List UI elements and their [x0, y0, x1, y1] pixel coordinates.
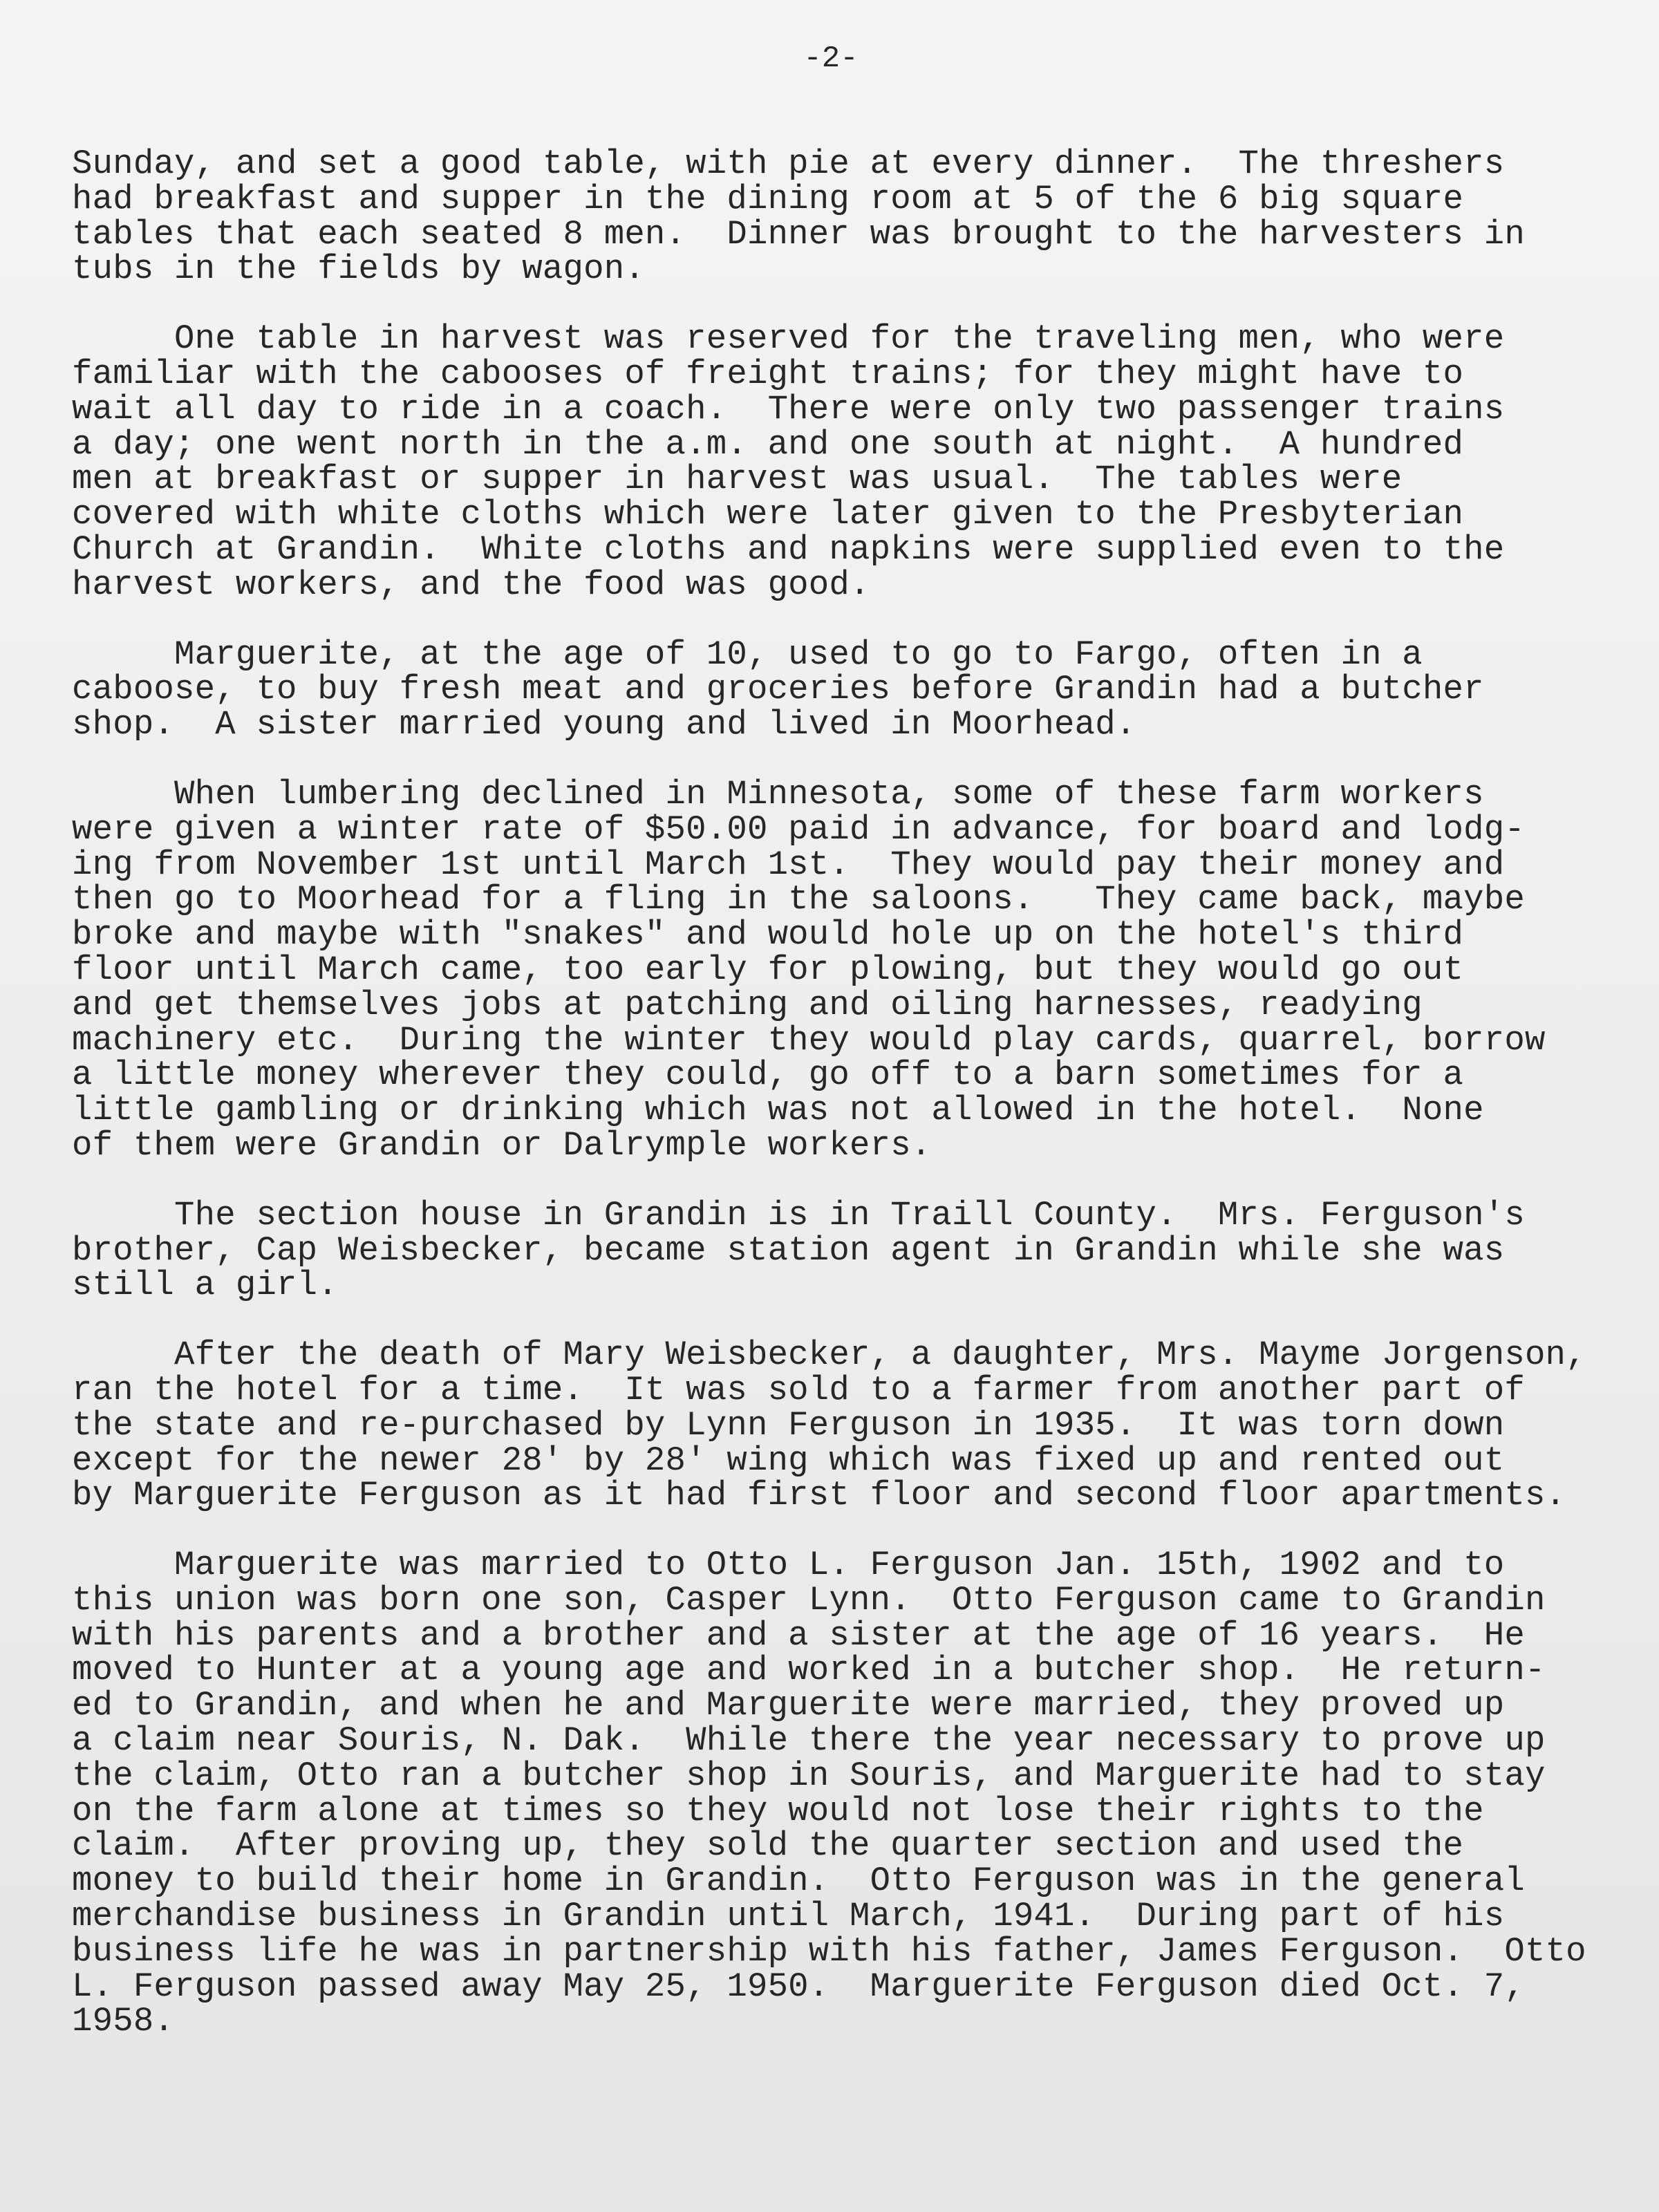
paragraph-6: [72, 1335, 1590, 1515]
text-line: a day; one went north in the a.m. and one south at night. A hundred: [72, 424, 1464, 464]
text-line: covered with white cloths which were later given to the Presbyterian: [72, 495, 1464, 534]
text-line: and get themselves jobs at patching and oiling harnesses, readying: [72, 985, 1423, 1024]
text-line: claim. After proving up, they sold the quarter section and used the: [72, 1826, 1464, 1866]
text-line: had breakfast and supper in the dining room at 5 of the 6 big square: [72, 179, 1464, 218]
text-line: After the death of Mary Weisbecker, a daughter, Mrs. Mayme Jorgenson,: [72, 1335, 1586, 1375]
text-line: merchandise business in Grandin until March, 1941. During part of his: [72, 1897, 1505, 1936]
text-line: of them were Grandin or Dalrymple workers.: [72, 1125, 932, 1165]
text-line: ed to Grandin, and when he and Marguerite were married, they proved up: [72, 1686, 1505, 1725]
text-line: a little money wherever they could, go off to a barn sometimes for a: [72, 1056, 1464, 1095]
paragraph-4: [72, 774, 1590, 1165]
text-line: tubs in the fields by wagon.: [72, 250, 645, 289]
text-line: 1958.: [72, 2002, 175, 2041]
text-line: Church at Grandin. White cloths and napkins were supplied even to the: [72, 529, 1505, 569]
text-line: broke and maybe with "snakes" and would hole up on the hotel's third: [72, 915, 1464, 955]
text-line: money to build their home in Grandin. Otto Ferguson was in the general: [72, 1862, 1525, 1901]
text-line: by Marguerite Ferguson as it had first floor and second floor apartments.: [72, 1476, 1566, 1515]
text-line: familiar with the cabooses of freight trains; for they might have to: [72, 354, 1464, 393]
text-line: caboose, to buy fresh meat and groceries before Grandin had a butcher: [72, 670, 1484, 709]
text-line: were given a winter rate of $50.00 paid in advance, for board and lodg-: [72, 809, 1525, 849]
page-number: -2-: [803, 41, 859, 76]
paragraph-3: [72, 637, 1590, 742]
text-line: except for the newer 28' by 28' wing which was fixed up and rented out: [72, 1441, 1505, 1480]
text-line: floor until March came, too early for plowing, but they would go out: [72, 950, 1464, 989]
paragraph-1: [72, 144, 1590, 289]
text-line: a claim near Souris, N. Dak. While there the year necessary to prove up: [72, 1721, 1546, 1761]
text-line: the claim, Otto ran a butcher shop in Souris, and Marguerite had to stay: [72, 1756, 1546, 1795]
text-line: ran the hotel for a time. It was sold to a farmer from another part of: [72, 1370, 1525, 1409]
text-line: brother, Cap Weisbecker, became station agent in Grandin while she was: [72, 1230, 1505, 1270]
paragraph-2: [72, 321, 1590, 602]
text-line: still a girl.: [72, 1266, 338, 1305]
text-line: business life he was in partnership with his father, James Ferguson. Otto: [72, 1931, 1586, 1971]
text-line: then go to Moorhead for a fling in the saloons. They came back, maybe: [72, 880, 1525, 919]
text-line: L. Ferguson passed away May 25, 1950. Marguerite Ferguson died Oct. 7,: [72, 1967, 1525, 2006]
text-line: tables that each seated 8 men. Dinner was brought to the harvesters in: [72, 214, 1525, 254]
text-line: little gambling or drinking which was not allowed in the hotel. None: [72, 1091, 1484, 1130]
paragraph-7: [72, 1548, 1590, 2039]
text-line: this union was born one son, Casper Lynn. Otto Ferguson came to Grandin: [72, 1580, 1546, 1620]
text-line: Marguerite, at the age of 10, used to go to Fargo, often in a: [72, 635, 1423, 674]
text-line: men at breakfast or supper in harvest was usual. The tables were: [72, 460, 1403, 499]
text-line: on the farm alone at times so they would not lose their rights to the: [72, 1791, 1484, 1830]
text-line: machinery etc. During the winter they would play cards, quarrel, borrow: [72, 1020, 1546, 1060]
text-line: ing from November 1st until March 1st. They would pay their money and: [72, 845, 1505, 884]
text-line: harvest workers, and the food was good.: [72, 565, 870, 604]
text-line: Sunday, and set a good table, with pie at every dinner. The threshers: [72, 144, 1505, 183]
text-line: the state and re-purchased by Lynn Ferguson in 1935. It was torn down: [72, 1405, 1505, 1445]
text-line: Marguerite was married to Otto L. Ferguson Jan. 15th, 1902 and to: [72, 1546, 1505, 1585]
text-line: moved to Hunter at a young age and worked in a butcher shop. He return-: [72, 1651, 1546, 1690]
paragraph-5: [72, 1195, 1590, 1305]
text-line: shop. A sister married young and lived in Moorhead.: [72, 705, 1136, 744]
text-line: The section house in Grandin is in Traill County. Mrs. Ferguson's: [72, 1195, 1525, 1235]
text-line: wait all day to ride in a coach. There were only two passenger trains: [72, 389, 1505, 429]
text-line: with his parents and a brother and a sister at the age of 16 years. He: [72, 1615, 1525, 1655]
text-line: One table in harvest was reserved for the traveling men, who were: [72, 319, 1505, 359]
text-line: When lumbering declined in Minnesota, some of these farm workers: [72, 774, 1484, 814]
